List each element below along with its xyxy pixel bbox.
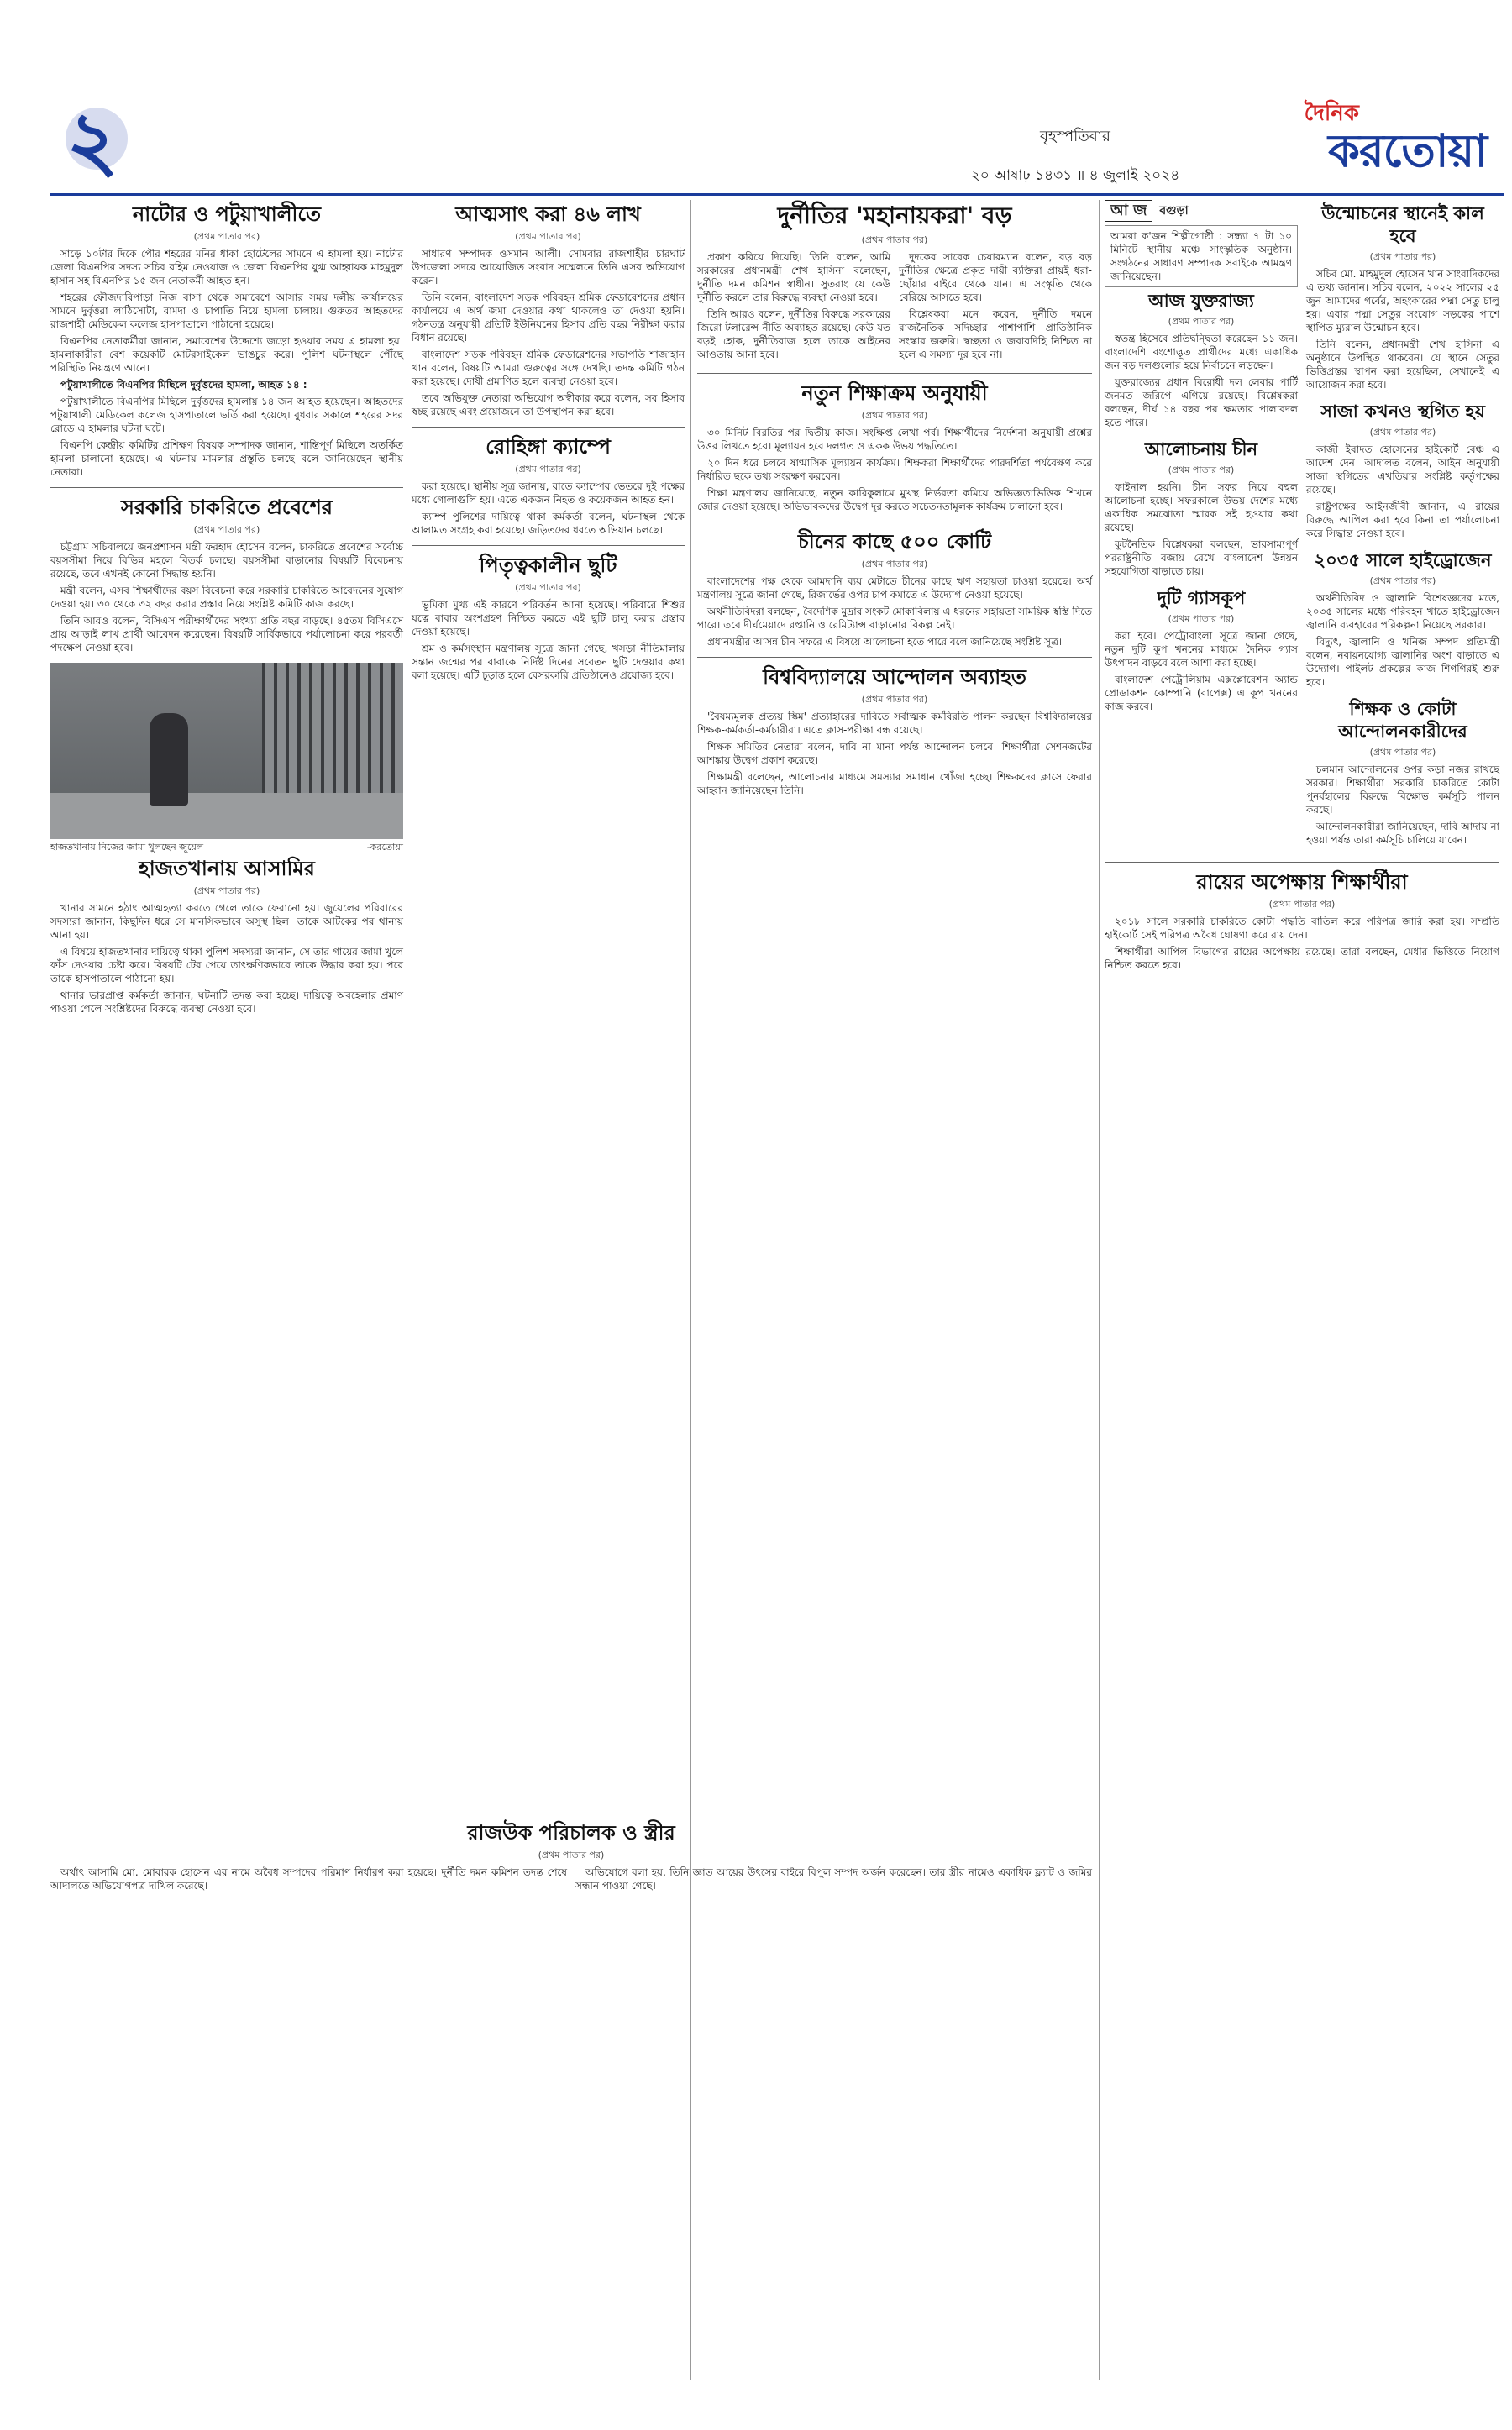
- story-paragraph: শিক্ষামন্ত্রী বলেছেন, আলোচনার মাধ্যমে সমস্যার সমাধান খোঁজা হচ্ছে। শিক্ষকদের ক্লাসে ফেরার আহ্বান জানিয়েছেন তিনি।: [697, 771, 1092, 796]
- story-paragraph: 'বৈষম্যমূলক প্রত্যয় স্কিম' প্রত্যাহারের দাবিতে সর্বাত্মক কর্মবিরতি পালন করছেন বিশ্ববিদ্যালয়ের শিক্ষক-কর্মকর্তা-কর্মচারীরা। এতে ক্লাস-পরীক্ষা বন্ধ রয়েছে।: [697, 711, 1092, 736]
- story-sentence-suspended: [1306, 400, 1499, 540]
- continued-label: (প্রথম পাতার পর): [193, 885, 260, 896]
- story-headline: দুর্নীতির 'মহানায়করা' বড়: [777, 202, 1012, 229]
- story-paragraph: শিক্ষক সমিতির নেতারা বলেন, দাবি না মানা পর্যন্ত আন্দোলন চলবে। শিক্ষার্থীরা সেশনজটের আশঙ্কায় উদ্বেগ প্রকাশ করেছে।: [697, 741, 1092, 766]
- continued-label: (প্রথম পাতার পর): [515, 464, 581, 475]
- story-headline: দুটি গ্যাসকূপ: [1157, 587, 1246, 608]
- continued-label: (প্রথম পাতার পর): [1369, 747, 1436, 758]
- story-rajuk-director: [50, 1820, 1092, 1896]
- story-headline: নাটোর ও পটুয়াখালীতে: [132, 202, 322, 226]
- today-bogura-badge: [1105, 200, 1298, 222]
- story-paragraph: বাংলাদেশ পেট্রোলিয়াম এক্সপ্লোরেশন অ্যান্ড প্রোডাকশন কোম্পানি (বাপেক্স) এ কূপ খননের কাজ করবে।: [1105, 674, 1298, 712]
- story-new-curriculum: [697, 381, 1092, 513]
- story-corruption: [697, 202, 1092, 365]
- masthead: [50, 92, 1504, 193]
- story-headline: পিতৃত্বকালীন ছুটি: [479, 553, 617, 577]
- story-headline: নতুন শিক্ষাক্রম অনুযায়ী: [801, 381, 988, 405]
- story-paragraph: বিএনপি কেন্দ্রীয় কমিটির প্রশিক্ষণ বিষয়ক সম্পাদক জানান, শান্তিপূর্ণ মিছিলে অতর্কিত হামলা চালানো হয়েছে। এ ঘটনায় মামলার প্রস্তুতি চলছে বলে জানিয়েছেন স্থানীয় নেতারা।: [50, 439, 403, 478]
- masthead-logo: করতোয়া: [1328, 123, 1487, 177]
- continued-label: (প্রথম পাতার পর): [193, 231, 260, 242]
- story-paragraph: স্বতন্ত্র হিসেবে প্রতিদ্বন্দ্বিতা করেছেন ১১ জন। বাংলাদেশি বংশোদ্ভূত প্রার্থীদের মধ্যে একাধিক জন বড় দলগুলোর হয়ে নির্বাচনে লড়ছেন।: [1105, 333, 1298, 371]
- story-headline: সরকারি চাকরিতে প্রবেশের: [121, 495, 333, 519]
- story-paragraph: তবে অভিযুক্ত নেতারা অভিযোগ অস্বীকার করে বলেন, সব হিসাব স্বচ্ছ রয়েছে এবং প্রয়োজনে তা উপস্থাপন করা হবে।: [412, 392, 685, 417]
- story-paragraph: খানার সামনে হঠাৎ আত্মহত্যা করতে গেলে তাকে ফেরানো হয়। জুয়েলের পরিবারের সদস্যরা জানান, কিছুদিন ধরে সে মানসিকভাবে অসুস্থ ছিল। তাকে আটকের পর থানায় আনা হয়।: [50, 902, 403, 941]
- story-unveiling: [1306, 202, 1499, 391]
- story-paragraph: এ বিষয়ে হাজতখানার দায়িত্বে থাকা পুলিশ সদস্যরা জানান, সে তার গায়ের জামা খুলে ফাঁস দেওয়ার চেষ্টা করে। বিষয়টি টের পেয়ে তাৎক্ষণিকভাবে তাকে উদ্ধার করা হয়। পরে তাকে হাসপাতালে পাঠানো হয়।: [50, 946, 403, 984]
- badge-label: বগুড়া: [1159, 204, 1189, 218]
- page-number: ২: [66, 93, 119, 188]
- story-paragraph: রাষ্ট্রপক্ষের আইনজীবী জানান, এ রায়ের বিরুদ্ধে আপিল করা হবে কিনা তা পর্যালোচনা করে সিদ্ধান্ত নেওয়া হবে।: [1306, 501, 1499, 539]
- story-paragraph: চলমান আন্দোলনের ওপর কড়া নজর রাখছে সরকার। শিক্ষার্থীরা সরকারি চাকরিতে কোটা পুনর্বহালের বিরুদ্ধে বিক্ষোভ কর্মসূচি পালন করছে।: [1306, 764, 1499, 816]
- story-paragraph: করা হবে। পেট্রোবাংলা সূত্রে জানা গেছে, নতুন দুটি কূপ খননের মাধ্যমে দৈনিক গ্যাস উৎপাদন বাড়বে বলে আশা করা হচ্ছে।: [1105, 630, 1298, 669]
- masthead-date: ২০ আষাঢ় ১৪৩১ ॥ ৪ জুলাই ২০২৪: [970, 167, 1180, 184]
- continued-label: (প্রথম পাতার পর): [1369, 427, 1436, 438]
- story-paragraph: তিনি বলেন, বাংলাদেশ সড়ক পরিবহন শ্রমিক ফেডারেশনের প্রধান কার্যালয়ে এ অর্থ জমা দেওয়ার কথা থাকলেও তা দেওয়া হয়নি। গঠনতন্ত্র অনুযায়ী প্রতিটি ইউনিয়নের হিসাব প্রতি বছর নিরীক্ষা করার বিধান রয়েছে।: [412, 291, 685, 344]
- story-paragraph: সাধারণ সম্পাদক ওসমান আলী। সোমবার রাজশাহীর চারঘাট উপজেলা সদরে আয়োজিত সংবাদ সম্মেলনে তিনি এসব অভিযোগ করেন।: [412, 248, 685, 286]
- photo-person: [150, 713, 188, 806]
- continued-label: (প্রথম পাতার পর): [538, 1850, 605, 1861]
- story-paragraph: প্রকাশ করিয়ে দিয়েছি। তিনি বলেন, আমি সরকারের প্রধানমন্ত্রী শেখ হাসিনা বলেছেন, দুর্নীতি দমন কমিশন স্বাধীন। সুতরাং যে কেউ দুর্নীতি করলে তার বিরুদ্ধে ব্যবস্থা নেওয়া হবে।: [697, 251, 890, 303]
- continued-label: (প্রথম পাতার পর): [1369, 251, 1436, 262]
- story-headline: উন্মোচনের স্থানেই কাল হবে: [1321, 202, 1484, 246]
- column-divider: [1099, 200, 1100, 2380]
- story-gas-wells: [1105, 586, 1298, 713]
- story-paragraph: বাংলাদেশ সড়ক পরিবহন শ্রমিক ফেডারেশনের সভাপতি শাজাহান খান বলেন, বিষয়টি আমরা গুরুত্বের সঙ্গে দেখছি। তদন্ত কমিটি গঠন করা হয়েছে। দোষী প্রমাণিত হলে ব্যবস্থা নেওয়া হবে।: [412, 349, 685, 387]
- photo-caption-text: হাজতখানায় নিজের জামা খুলছেন জুয়েল: [50, 842, 204, 853]
- continued-label: (প্রথম পাতার পর): [515, 582, 581, 593]
- continued-label: (প্রথম পাতার পর): [1168, 613, 1235, 624]
- story-govt-job-entry: [50, 495, 403, 654]
- story-headline: রোহিঙ্গা ক্যাম্পে: [486, 434, 611, 459]
- story-paragraph: ভূমিকা মুখ্য এই কারণে পরিবর্তন আনা হয়েছে। পরিবারে শিশুর যত্নে বাবার অংশগ্রহণ নিশ্চিত করতে এই ছুটি চালু করার প্রস্তাব দেওয়া হয়েছে।: [412, 599, 685, 638]
- story-paragraph: অভিযোগে বলা হয়, তিনি জ্ঞাত আয়ের উৎসের বাইরে বিপুল সম্পদ অর্জন করেছেন। তার স্ত্রীর নামেও একাধিক ফ্ল্যাট ও জমির সন্ধান পাওয়া গেছে।: [575, 1866, 1092, 1892]
- story-paragraph: সচিব মো. মাহমুদুল হোসেন খান সাংবাদিকদের এ তথ্য জানান। সচিব বলেন, ২০২২ সালের ২৫ জুন আমাদের গর্বের, অহংকারের পদ্মা সেতু চালু হয়। এবার পদ্মা সেতুর সংযোগ সড়কের পাশে স্থাপিত ম্যুরাল উন্মোচন হবে।: [1306, 268, 1499, 333]
- story-headline: সাজা কখনও স্থগিত হয়: [1320, 401, 1486, 422]
- story-paragraph: তিনি বলেন, প্রধানমন্ত্রী শেখ হাসিনা এ অনুষ্ঠানে উপস্থিত থাকবেন। যে স্থানে সেতুর ভিত্তিপ্রস্তর স্থাপন করা হয়েছিল, সেখানেই এ আয়োজন করা হবে।: [1306, 339, 1499, 391]
- column-1: [50, 200, 403, 1024]
- story-headline: ২০৩৫ সালে হাইড্রোজেন: [1314, 549, 1492, 570]
- story-divider: [697, 657, 1092, 658]
- bottom-band: [50, 1806, 1092, 1904]
- story-paragraph: ক্যাম্প পুলিশের দায়িত্বে থাকা কর্মকর্তা বলেন, ঘটনাস্থল থেকে আলামত সংগ্রহ করা হয়েছে। জড়িতদের ধরতে অভিযান চলছে।: [412, 511, 685, 536]
- event-note: আমরা ক'জন শিল্পীগোষ্ঠী : সন্ধ্যা ৭ টা ১০ মিনিটে স্থানীয় মঞ্চে সাংস্কৃতিক অনুষ্ঠান। সংগঠনের সাধারণ সম্পাদক সবাইকে আমন্ত্রণ জানিয়েছেন।: [1105, 225, 1298, 287]
- story-headline: বিশ্ববিদ্যালয়ে আন্দোলন অব্যাহত: [763, 664, 1026, 689]
- story-paragraph: শিক্ষার্থীরা আপিল বিভাগের রায়ের অপেক্ষায় রয়েছে। তারা বলছেন, মেধার ভিত্তিতে নিয়োগ নিশ্চিত করতে হবে।: [1105, 946, 1499, 971]
- story-headline: হাজতখানায় আসামির: [139, 856, 315, 880]
- story-body: [697, 250, 1092, 365]
- story-paragraph: কূটনৈতিক বিশ্লেষকরা বলছেন, ভারসাম্যপূর্ণ পররাষ্ট্রনীতি বজায় রেখে বাংলাদেশ উন্নয়ন সহযোগিতা বাড়াতে চায়।: [1105, 538, 1298, 577]
- column-3: [697, 200, 1092, 806]
- story-natore-patuakhali: [50, 202, 403, 479]
- story-paragraph: তিনি আরও বলেন, বিসিএস পরীক্ষার্থীদের সংখ্যা প্রতি বছর বাড়ছে। ৪৫তম বিসিএসে প্রায় আড়াই লাখ প্রার্থী আবেদন করেছেন। বিষয়টি সার্বিকভাবে পর্যালোচনা করে পরবর্তী পদক্ষেপ নেওয়া হবে।: [50, 615, 403, 653]
- story-paragraph: পটুয়াখালীতে বিএনপির মিছিলে দুর্বৃত্তদের হামলায় ১৪ জন আহত হয়েছেন। আহতদের পটুয়াখালী মেডিকেল কলেজ হাসপাতালে ভর্তি করা হয়েছে। বুধবার সকালে শহরের সদর রোডে এ হামলার ঘটনা ঘটে।: [50, 396, 403, 434]
- story-paragraph: ৩০ মিনিট বিরতির পর দ্বিতীয় কাজ। সংক্ষিপ্ত লেখা পর্ব। শিক্ষার্থীদের নির্দেশনা অনুযায়ী প্রশ্নের উত্তর লিখতে হবে। মূল্যায়ন হবে দলগত ও একক উভয় পদ্ধতিতে।: [697, 427, 1092, 452]
- story-divider: [412, 545, 685, 546]
- story-china-discussion: [1105, 438, 1298, 578]
- story-paragraph: শ্রম ও কর্মসংস্থান মন্ত্রণালয় সূত্রে জানা গেছে, খসড়া নীতিমালায় সন্তান জন্মের পর বাবাকে নির্দিষ্ট দিনের সবেতন ছুটি দেওয়ার কথা বলা হয়েছে। এটি চূড়ান্ত হলে বেসরকারি প্রতিষ্ঠানেও প্রযোজ্য হবে।: [412, 643, 685, 681]
- story-lockup-accused: [50, 856, 403, 1016]
- continued-label: (প্রথম পাতার পর): [1268, 899, 1336, 910]
- continued-label: (প্রথম পাতার পর): [193, 524, 260, 535]
- story-paragraph: বিশ্লেষকরা মনে করেন, দুর্নীতি দমনে রাজনৈতিক সদিচ্ছার পাশাপাশি প্রাতিষ্ঠানিক সংস্কার জরুরি। স্বচ্ছতা ও জবাবদিহি নিশ্চিত না হলে এ সমস্যা দূর হবে না।: [899, 308, 1092, 360]
- continued-label: (প্রথম পাতার পর): [861, 410, 928, 421]
- story-headline: রাজউক পরিচালক ও স্ত্রীর: [467, 1820, 675, 1845]
- story-headline: রায়ের অপেক্ষায় শিক্ষার্থীরা: [1196, 869, 1408, 894]
- masthead-right: [949, 92, 1487, 193]
- story-paragraph: চট্টগ্রাম সচিবালয়ে জনপ্রশাসন মন্ত্রী ফরহাদ হোসেন বলেন, চাকরিতে প্রবেশের সর্বোচ্চ বয়সসীমা নিয়ে বিভিন্ন মহলে বিতর্ক চলছে। বয়সসীমা বাড়ানোর বিষয়টি বিবেচনায় রয়েছে, তবে এখনই কোনো সিদ্ধান্ত হয়নি।: [50, 541, 403, 580]
- continued-label: (প্রথম পাতার পর): [861, 559, 928, 569]
- story-divider: [697, 373, 1092, 374]
- story-paragraph: শহরের ফৌজদারিপাড়া নিজ বাসা থেকে সমাবেশে আসার সময় দলীয় কার্যালয়ের সামনে দুর্বৃত্তরা লাঠিসোটা, রামদা ও চাপাতি নিয়ে হামলা চালায়। গুরুতর আহতদের রাজশাহী মেডিকেল কলেজ হাসপাতালে পাঠানো হয়েছে।: [50, 291, 403, 330]
- story-paragraph: তিনি আরও বলেন, দুর্নীতির বিরুদ্ধে সরকারের জিরো টলারেন্স নীতি অব্যাহত রয়েছে। কেউ যত বড়ই হোক, দুর্নীতিবাজ হলে তাকে আইনের আওতায় আনা হবে।: [697, 308, 890, 360]
- continued-label: (প্রথম পাতার পর): [1168, 464, 1235, 475]
- column-divider: [690, 200, 691, 2380]
- masthead-logo-prefix: দৈনিক: [1304, 101, 1359, 126]
- story-rohingya-camp: [412, 434, 685, 537]
- story-subhead: পটুয়াখালীতে বিএনপির মিছিলে দুর্বৃত্তদের হামলা, আহত ১৪ :: [60, 379, 307, 391]
- story-paragraph: ২০ দিন ধরে চলবে ষাণ্মাসিক মূল্যায়ন কার্যক্রম। শিক্ষকরা শিক্ষার্থীদের পারদর্শিতা পর্যবেক্ষণ করে নির্ধারিত ছকে তথ্য সংরক্ষণ করবেন।: [697, 457, 1092, 482]
- continued-label: (প্রথম পাতার পর): [1369, 575, 1436, 586]
- column-4: [1105, 200, 1499, 980]
- story-teachers-quota: [1306, 697, 1499, 847]
- story-headline: শিক্ষক ও কোটা আন্দোলনকারীদের: [1338, 698, 1467, 742]
- continued-label: (প্রথম পাতার পর): [1168, 316, 1235, 327]
- story-paragraph: অর্থাৎ আসামি মো. মোবারক হোসেন এর নামে অবৈধ সম্পদের পরিমাণ নির্ধারণ করা হয়েছে। দুর্নীতি দমন কমিশন তদন্ত শেষে আদালতে অভিযোগপত্র দাখিল করেছে।: [50, 1866, 567, 1892]
- continued-label: (প্রথম পাতার পর): [861, 694, 928, 705]
- story-paragraph: বাংলাদেশের পক্ষ থেকে আমদানি ব্যয় মেটাতে চীনের কাছে ঋণ সহায়তা চাওয়া হয়েছে। অর্থ মন্ত্রণালয় সূত্রে জানা গেছে, রিজার্ভের ওপর চাপ কমাতে এ উদ্যোগ নেওয়া হয়েছে।: [697, 575, 1092, 601]
- photo-caption: [50, 841, 403, 854]
- story-divider: [412, 427, 685, 428]
- story-paragraph: ফাইনাল হয়নি। চীন সফর নিয়ে বহুল আলোচনা হচ্ছে। সফরকালে উভয় দেশের মধ্যে একাধিক সমঝোতা স্মারক সই হওয়ার কথা রয়েছে।: [1105, 481, 1298, 533]
- story-paragraph: কাজী ইবাদত হোসেনের হাইকোর্ট বেঞ্চ এ আদেশ দেন। আদালত বলেন, আইন অনুযায়ী সাজা স্থগিতের এখতিয়ার সংশ্লিষ্ট কর্তৃপক্ষের রয়েছে।: [1306, 443, 1499, 496]
- continued-label: (প্রথম পাতার পর): [515, 231, 581, 242]
- story-hydrogen-2035: [1306, 548, 1499, 689]
- story-university-movement: [697, 664, 1092, 797]
- story-paragraph: বিএনপির নেতাকর্মীরা জানান, সমাবেশের উদ্দেশ্যে জড়ো হওয়ার সময় এ হামলা হয়। হামলাকারীরা বেশ কয়েকটি মোটরসাইকেল ভাঙচুর করে। পুলিশ ঘটনাস্থলে পৌঁছে পরিস্থিতি নিয়ন্ত্রণে আনে।: [50, 335, 403, 374]
- column-4-top: [1105, 200, 1499, 855]
- masthead-day: বৃহস্পতিবার: [1040, 128, 1110, 145]
- story-paragraph: থানার ভারপ্রাপ্ত কর্মকর্তা জানান, ঘটনাটি তদন্ত করা হচ্ছে। দায়িত্বে অবহেলার প্রমাণ পাওয়া গেলে সংশ্লিষ্টদের বিরুদ্ধে ব্যবস্থা নেওয়া হবে।: [50, 989, 403, 1015]
- story-paragraph: সাড়ে ১০টার দিকে পৌর শহরের মনির ধাকা হোটেলের সামনে এ হামলা হয়। নাটোর জেলা বিএনপির সদস্য সচিব রহিম নেওয়াজ ও জেলা বিএনপির যুগ্ম আহ্বায়ক মাহমুদুল হাসান সহ বিএনপির ১৫ জন নেতাকর্মী আহত হন।: [50, 248, 403, 286]
- photo-floor: [50, 793, 403, 839]
- story-paragraph: যুক্তরাজ্যের প্রধান বিরোধী দল লেবার পার্টি জনমত জরিপে এগিয়ে রয়েছে। বিশ্লেষকরা বলছেন, দীর্ঘ ১৪ বছর পর ক্ষমতার পালাবদল হতে পারে।: [1105, 376, 1298, 428]
- story-body: [50, 1866, 1092, 1896]
- badge-mark: আ জ: [1105, 200, 1152, 222]
- story-paragraph: অর্থনীতিবিদরা বলছেন, বৈদেশিক মুদ্রার সংকট মোকাবিলায় এ ধরনের সহায়তা সাময়িক স্বস্তি দিতে পারে। তবে দীর্ঘমেয়াদে রপ্তানি ও রেমিট্যান্স বাড়ানোর বিকল্প নেই।: [697, 606, 1092, 631]
- story-headline: আত্মসাৎ করা ৪৬ লাখ: [455, 202, 641, 226]
- story-paragraph: বিদ্যুৎ, জ্বালানি ও খনিজ সম্পদ প্রতিমন্ত্রী বলেন, নবায়নযোগ্য জ্বালানির অংশ বাড়াতে এ উদ্যোগ। পাইলট প্রকল্পের কাজ শিগগিরই শুরু হবে।: [1306, 636, 1499, 688]
- continued-label: (প্রথম পাতার পর): [861, 234, 928, 245]
- story-divider: [1105, 862, 1499, 863]
- story-headline: চীনের কাছে ৫০০ কোটি: [797, 529, 992, 554]
- story-embezzlement: [412, 202, 685, 418]
- story-headline: আজ যুক্তরাজ্য: [1148, 290, 1254, 311]
- story-paragraph: করা হয়েছে। স্থানীয় সূত্র জানায়, রাতে ক্যাম্পের ভেতরে দুই পক্ষের মধ্যে গোলাগুলি হয়। এতে একজন নিহত ও কয়েকজন আহত হন।: [412, 480, 685, 506]
- story-divider: [50, 487, 403, 488]
- story-paragraph: মন্ত্রী বলেন, এসব শিক্ষার্থীদের বয়স বিবেচনা করে সরকারি চাকরিতে আবেদনের সুযোগ দেওয়া হয়। ৩০ থেকে ৩২ বছর করার প্রস্তাব নিয়ে সংশ্লিষ্ট কমিটি কাজ করছে।: [50, 585, 403, 610]
- story-paragraph: ২০১৮ সালে সরকারি চাকরিতে কোটা পদ্ধতি বাতিল করে পরিপত্র জারি করা হয়। সম্প্রতি হাইকোর্ট সেই পরিপত্র অবৈধ ঘোষণা করে রায় দেন।: [1105, 916, 1499, 941]
- news-photo: [50, 663, 403, 839]
- story-paragraph: আন্দোলনকারীরা জানিয়েছেন, দাবি আদায় না হওয়া পর্যন্ত তারা কর্মসূচি চালিয়ে যাবেন।: [1306, 821, 1499, 846]
- photo-credit: -করতোয়া: [366, 842, 403, 853]
- story-paragraph: দুদকের সাবেক চেয়ারম্যান বলেন, বড় বড় দুর্নীতির ক্ষেত্রে প্রকৃত দায়ী ব্যক্তিরা প্রায়ই ধরা-ছোঁয়ার বাইরে থেকে যান। এ সংস্কৃতি থেকে বেরিয়ে আসতে হবে।: [899, 251, 1092, 303]
- story-paternity-leave: [412, 553, 685, 682]
- story-china-loan: [697, 529, 1092, 648]
- story-uk-election: [1105, 289, 1298, 429]
- story-paragraph: অর্থনীতিবিদ ও জ্বালানি বিশেষজ্ঞদের মতে, ২০৩৫ সালের মধ্যে পরিবহন খাতে হাইড্রোজেন জ্বালানি ব্যবহারের পরিকল্পনা নিয়েছে সরকার।: [1306, 592, 1499, 631]
- story-students-verdict: [1105, 869, 1499, 972]
- story-paragraph: শিক্ষা মন্ত্রণালয় জানিয়েছে, নতুন কারিকুলামে মুখস্থ নির্ভরতা কমিয়ে অভিজ্ঞতাভিত্তিক শিখনে জোর দেওয়া হয়েছে। অভিভাবকদের উদ্বেগ দূর করতে সচেতনতামূলক কার্যক্রম চালানো হবে।: [697, 487, 1092, 512]
- story-paragraph: প্রধানমন্ত্রীর আসন্ন চীন সফরে এ বিষয়ে আলোচনা হতে পারে বলে জানিয়েছে সংশ্লিষ্ট সূত্র।: [707, 636, 1063, 648]
- story-headline: আলোচনায় চীন: [1144, 438, 1258, 459]
- column-2: [412, 200, 685, 690]
- masthead-rule: [50, 193, 1504, 196]
